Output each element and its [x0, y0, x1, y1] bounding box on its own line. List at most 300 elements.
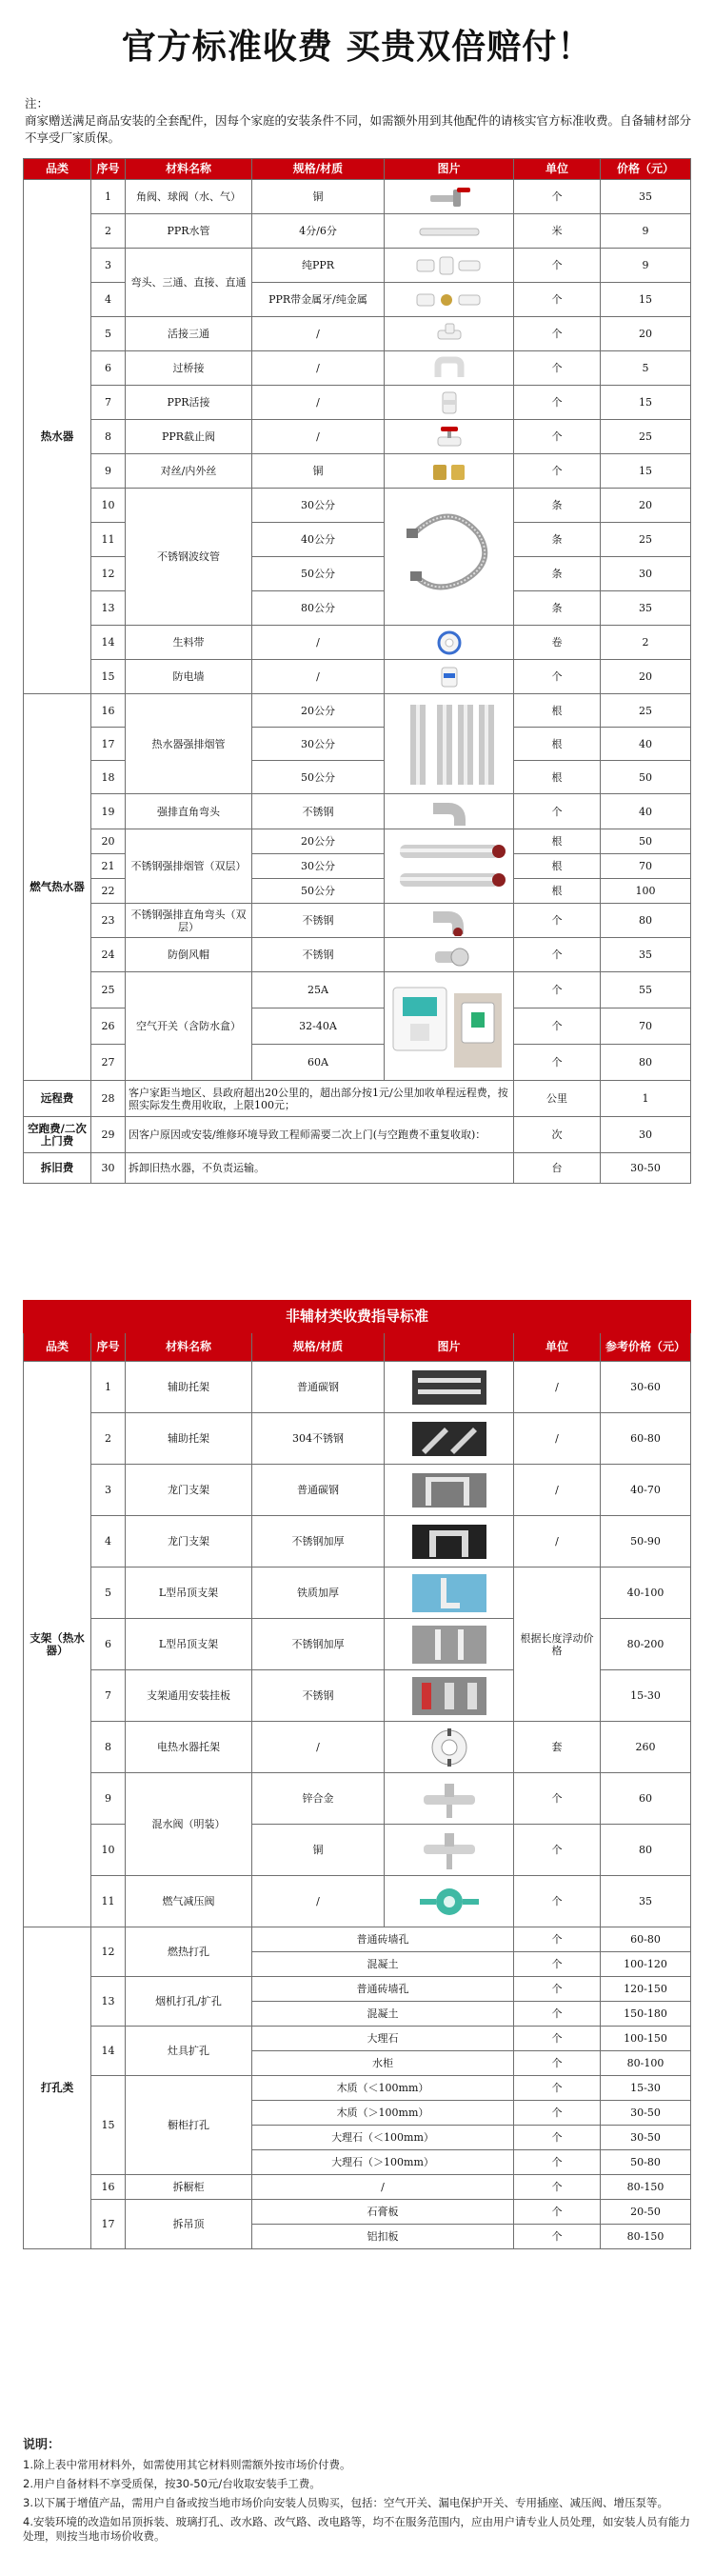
row-no: 25 — [91, 972, 126, 1008]
hose-name: 不锈钢波纹管 — [126, 489, 252, 626]
row-unit: / — [514, 1465, 601, 1516]
row-unit: 个 — [514, 2101, 601, 2126]
table-row — [24, 1008, 691, 1045]
row-no: 28 — [91, 1081, 126, 1117]
row-no: 10 — [91, 489, 126, 523]
row-no: 8 — [91, 1722, 126, 1773]
row-spec: 石膏板 — [252, 2200, 514, 2225]
row-no: 7 — [91, 1670, 126, 1722]
row-no: 4 — [91, 1516, 126, 1568]
row-spec: 50公分 — [252, 557, 385, 591]
row-no: 3 — [91, 1465, 126, 1516]
row-price: 2 — [601, 626, 691, 660]
section-title: 非辅材类收费指导标准 — [24, 1301, 691, 1333]
section-title-row — [24, 1301, 691, 1333]
row-name: PPR截止阀 — [126, 420, 252, 454]
row-unit: / — [514, 1362, 601, 1413]
row-spec: / — [252, 660, 385, 694]
table-row — [24, 761, 691, 794]
row-unit: 个 — [514, 1825, 601, 1876]
table-header-row — [24, 159, 691, 180]
note-item: 4.安装环境的改造如吊顶拆装、玻璃打孔、改水路、改气路、改电路等，均不在服务范围内，应由用户请专业人员处理，如安装人员有能力处理，则按当地市场价收费。 — [23, 2515, 690, 2543]
flue-pipe-image — [385, 694, 514, 794]
row-no: 11 — [91, 523, 126, 557]
row-unit: 个 — [514, 904, 601, 938]
table-row — [24, 1413, 691, 1465]
row-spec: / — [252, 2175, 514, 2200]
table-row — [24, 420, 691, 454]
row-spec: 80公分 — [252, 591, 385, 626]
row-price: 9 — [601, 249, 691, 283]
row-price: 30 — [601, 557, 691, 591]
row-price: 20 — [601, 660, 691, 694]
row-unit: / — [514, 1413, 601, 1465]
row-unit: 根 — [514, 694, 601, 728]
table-row — [24, 214, 691, 249]
category-bracket: 支架（热水器） — [24, 1362, 91, 1927]
row-unit: 个 — [514, 2002, 601, 2027]
double-flue-image — [385, 829, 514, 904]
table-row — [24, 2200, 691, 2225]
row-spec: 30公分 — [252, 854, 385, 879]
table-row — [24, 1153, 691, 1184]
row-unit: 米 — [514, 214, 601, 249]
row-price: 50 — [601, 761, 691, 794]
row-no: 8 — [91, 420, 126, 454]
row-unit: 个 — [514, 249, 601, 283]
table-row — [24, 1362, 691, 1413]
fittings-name: 弯头、三通、直接、直通 — [126, 249, 252, 317]
row-unit: 个 — [514, 794, 601, 829]
row-name: 对丝/内外丝 — [126, 454, 252, 489]
row-price: 5 — [601, 351, 691, 386]
table-row — [24, 904, 691, 938]
row-unit: 条 — [514, 489, 601, 523]
row-spec: PPR带金属牙/纯金属 — [252, 283, 385, 317]
row-price: 80-150 — [601, 2225, 691, 2249]
header-unit: 单位 — [514, 1333, 601, 1362]
row-spec: 20公分 — [252, 694, 385, 728]
row-price: 50-90 — [601, 1516, 691, 1568]
row-unit: 条 — [514, 591, 601, 626]
table-row — [24, 557, 691, 591]
row-no: 1 — [91, 180, 126, 214]
header-price: 参考价格（元） — [601, 1333, 691, 1362]
notes-title: 说明： — [23, 2438, 61, 2452]
row-no: 4 — [91, 283, 126, 317]
row-price: 70 — [601, 1008, 691, 1045]
table-row — [24, 626, 691, 660]
row-name: 燃气减压阀 — [126, 1876, 252, 1927]
header-spec: 规格/材质 — [252, 1333, 385, 1362]
row-unit: 根 — [514, 854, 601, 879]
air-switch-image — [385, 972, 514, 1081]
row-price: 80 — [601, 1825, 691, 1876]
row-price: 15-30 — [601, 2076, 691, 2101]
row-unit: 个 — [514, 1952, 601, 1977]
row-name: 烟机打孔/扩孔 — [126, 1977, 252, 2027]
row-spec: 铜 — [252, 454, 385, 489]
row-no: 17 — [91, 728, 126, 761]
row-spec: 不锈钢 — [252, 1670, 385, 1722]
header-no: 序号 — [91, 159, 126, 180]
row-spec: 铝扣板 — [252, 2225, 514, 2249]
row-price: 35 — [601, 938, 691, 972]
row-no: 3 — [91, 249, 126, 283]
mixing-valve-name: 混水阀（明装） — [126, 1773, 252, 1876]
table-row — [24, 829, 691, 854]
table-row — [24, 523, 691, 557]
row-no: 16 — [91, 694, 126, 728]
row-price: 25 — [601, 523, 691, 557]
row-spec: 50公分 — [252, 761, 385, 794]
row-spec: 混凝土 — [252, 2002, 514, 2027]
row-unit: 个 — [514, 660, 601, 694]
angle-valve-image — [385, 180, 514, 214]
row-price: 30-60 — [601, 1362, 691, 1413]
table-row — [24, 660, 691, 694]
row-name: PPR活接 — [126, 386, 252, 420]
row-no: 21 — [91, 854, 126, 879]
ptfe-tape-image — [385, 626, 514, 660]
row-name: 拆橱柜 — [126, 2175, 252, 2200]
row-unit: 个 — [514, 1008, 601, 1045]
row-spec: 木质（＞100mm） — [252, 2101, 514, 2126]
brass-nipple-image — [385, 454, 514, 489]
row-price: 80-200 — [601, 1619, 691, 1670]
row-spec: 20公分 — [252, 829, 385, 854]
row-spec: 不锈钢加厚 — [252, 1619, 385, 1670]
row-spec: 30公分 — [252, 728, 385, 761]
row-spec: 不锈钢 — [252, 904, 385, 938]
intro-note — [25, 95, 691, 156]
header-category: 品类 — [24, 1333, 91, 1362]
row-no: 6 — [91, 351, 126, 386]
category-heater: 热水器 — [24, 180, 91, 694]
header-no: 序号 — [91, 1333, 126, 1362]
non-auxiliary-fee-table — [23, 1300, 691, 2249]
category-remote: 远程费 — [24, 1081, 91, 1117]
header-price: 价格（元） — [601, 159, 691, 180]
header-material: 材料名称 — [126, 1333, 252, 1362]
row-spec: 大理石 — [252, 2027, 514, 2051]
category-drilling: 打孔类 — [24, 1927, 91, 2249]
mixing-valve-zinc-image — [385, 1773, 514, 1825]
row-spec: 不锈钢 — [252, 794, 385, 829]
row-price: 80 — [601, 1045, 691, 1081]
row-unit: 根 — [514, 728, 601, 761]
row-price: 80 — [601, 904, 691, 938]
row-name: 强排直角弯头 — [126, 794, 252, 829]
row-name: 支架通用安装挂板 — [126, 1670, 252, 1722]
header-category: 品类 — [24, 159, 91, 180]
row-unit: 个 — [514, 1876, 601, 1927]
table-row — [24, 794, 691, 829]
row-unit: 个 — [514, 1045, 601, 1081]
category-gas-heater: 燃气热水器 — [24, 694, 91, 1081]
row-price: 30-50 — [601, 1153, 691, 1184]
row-unit: 条 — [514, 557, 601, 591]
row-spec: 铜 — [252, 180, 385, 214]
row-price: 1 — [601, 1081, 691, 1117]
row-no: 23 — [91, 904, 126, 938]
table-row — [24, 728, 691, 761]
row-price: 50 — [601, 829, 691, 854]
row-no: 2 — [91, 214, 126, 249]
notes-section — [23, 2438, 693, 2571]
pressure-reducer-image — [385, 1876, 514, 1927]
table-row — [24, 591, 691, 626]
row-spec: 水柜 — [252, 2051, 514, 2076]
row-unit: 条 — [514, 523, 601, 557]
row-name: 辅助托架 — [126, 1362, 252, 1413]
row-no: 20 — [91, 829, 126, 854]
row-price: 50-80 — [601, 2150, 691, 2175]
row-unit: 个 — [514, 454, 601, 489]
table-row — [24, 938, 691, 972]
row-price: 20 — [601, 317, 691, 351]
row-no: 14 — [91, 2027, 126, 2076]
row-name: L型吊顶支架 — [126, 1619, 252, 1670]
row-name: 防电墙 — [126, 660, 252, 694]
row-unit: 个 — [514, 386, 601, 420]
row-name: 燃热打孔 — [126, 1927, 252, 1977]
row-unit: 个 — [514, 2225, 601, 2249]
stainless-bracket-image — [385, 1413, 514, 1465]
row-spec: 大理石（＜100mm） — [252, 2126, 514, 2150]
row-name: 电热水器托架 — [126, 1722, 252, 1773]
header-image: 图片 — [385, 1333, 514, 1362]
ppr-fittings-image — [385, 249, 514, 283]
row-price: 15 — [601, 386, 691, 420]
row-no: 6 — [91, 1619, 126, 1670]
row-price: 40-70 — [601, 1465, 691, 1516]
row-price: 15 — [601, 454, 691, 489]
row-price: 70 — [601, 854, 691, 879]
row-spec: 不锈钢加厚 — [252, 1516, 385, 1568]
row-price: 40-100 — [601, 1568, 691, 1619]
row-spec: / — [252, 317, 385, 351]
row-price: 20-50 — [601, 2200, 691, 2225]
gantry-bracket-image — [385, 1465, 514, 1516]
row-name: 活接三通 — [126, 317, 252, 351]
row-unit: 个 — [514, 1977, 601, 2002]
row-no: 2 — [91, 1413, 126, 1465]
row-unit: 个 — [514, 283, 601, 317]
row-spec: 普通砖墙孔 — [252, 1927, 514, 1952]
row-price: 35 — [601, 1876, 691, 1927]
table-row — [24, 489, 691, 523]
row-name: 因客户原因或安装/维修环境导致工程师需要二次上门(与空跑费不重复收取)： — [126, 1117, 514, 1153]
row-name: 辅助托架 — [126, 1413, 252, 1465]
row-unit: 个 — [514, 180, 601, 214]
table-row — [24, 1876, 691, 1927]
row-name: 不锈钢强排直角弯头（双层） — [126, 904, 252, 938]
standard-fee-table — [23, 158, 691, 1184]
note-item: 2.用户自备材料不享受质保，按30-50元/台收取安装手工费。 — [23, 2477, 321, 2490]
row-no: 24 — [91, 938, 126, 972]
support-bracket-image — [385, 1362, 514, 1413]
wind-cap-image — [385, 938, 514, 972]
row-no: 5 — [91, 1568, 126, 1619]
row-price: 100-150 — [601, 2027, 691, 2051]
row-price: 15-30 — [601, 1670, 691, 1722]
row-price: 30-50 — [601, 2101, 691, 2126]
air-switch-name: 空气开关（含防水盒） — [126, 972, 252, 1081]
gantry-bracket-thick-image — [385, 1516, 514, 1568]
page-title: 官方标准收费 买贵双倍赔付！ — [121, 28, 593, 67]
row-no: 18 — [91, 761, 126, 794]
row-no: 17 — [91, 2200, 126, 2249]
row-spec: 30公分 — [252, 489, 385, 523]
table-row — [24, 249, 691, 283]
row-no: 12 — [91, 557, 126, 591]
row-no: 12 — [91, 1927, 126, 1977]
bridge-bend-image — [385, 351, 514, 386]
row-no: 13 — [91, 591, 126, 626]
header-unit: 单位 — [514, 159, 601, 180]
table-header-row — [24, 1333, 691, 1362]
row-name: 过桥接 — [126, 351, 252, 386]
ppr-stop-valve-image — [385, 420, 514, 454]
row-unit: 个 — [514, 972, 601, 1008]
row-price: 35 — [601, 591, 691, 626]
row-price: 80-150 — [601, 2175, 691, 2200]
row-spec: 锌合金 — [252, 1773, 385, 1825]
row-no: 27 — [91, 1045, 126, 1081]
row-price: 9 — [601, 214, 691, 249]
note-item: 3.以下属于增值产品，需用户自备或按当地市场价向安装人员购买，包括：空气开关、漏电保护开关、专用插座、减压阀、增压泵等。 — [23, 2496, 668, 2509]
elbow-image — [385, 794, 514, 829]
row-spec: 普通碳钢 — [252, 1362, 385, 1413]
row-unit: 根 — [514, 761, 601, 794]
table-row — [24, 2175, 691, 2200]
table-row — [24, 972, 691, 1008]
table-row — [24, 2027, 691, 2051]
table-row — [24, 1977, 691, 2002]
row-unit: 个 — [514, 351, 601, 386]
row-price: 60-80 — [601, 1413, 691, 1465]
row-price: 15 — [601, 283, 691, 317]
row-name: PPR水管 — [126, 214, 252, 249]
row-unit: 个 — [514, 2175, 601, 2200]
row-price: 80-100 — [601, 2051, 691, 2076]
table-row — [24, 1516, 691, 1568]
double-elbow-image — [385, 904, 514, 938]
row-spec: / — [252, 420, 385, 454]
length-price-note: 根据长度浮动价格 — [514, 1568, 601, 1722]
row-unit: 个 — [514, 2126, 601, 2150]
row-spec: 普通碳钢 — [252, 1465, 385, 1516]
row-spec: 混凝土 — [252, 1952, 514, 1977]
table-row — [24, 1773, 691, 1825]
row-price: 60-80 — [601, 1927, 691, 1952]
table-row — [24, 283, 691, 317]
row-no: 11 — [91, 1876, 126, 1927]
category-removal: 拆旧费 — [24, 1153, 91, 1184]
row-no: 13 — [91, 1977, 126, 2027]
table-row — [24, 1927, 691, 1952]
header-material: 材料名称 — [126, 159, 252, 180]
braided-hose-image — [385, 489, 514, 626]
row-price: 30 — [601, 1117, 691, 1153]
table-row — [24, 454, 691, 489]
electric-heater-bracket-image — [385, 1722, 514, 1773]
row-no: 7 — [91, 386, 126, 420]
row-name: 角阀、球阀（水、气） — [126, 180, 252, 214]
row-no: 29 — [91, 1117, 126, 1153]
row-price: 100 — [601, 879, 691, 904]
row-no: 10 — [91, 1825, 126, 1876]
row-no: 22 — [91, 879, 126, 904]
anti-shock-wall-image — [385, 660, 514, 694]
note-item: 1.除上表中常用材料外，如需使用其它材料则需额外按市场价付费。 — [23, 2458, 351, 2471]
row-no: 16 — [91, 2175, 126, 2200]
row-spec: / — [252, 626, 385, 660]
row-unit: 卷 — [514, 626, 601, 660]
row-no: 15 — [91, 660, 126, 694]
row-unit: 根 — [514, 829, 601, 854]
table-row — [24, 386, 691, 420]
row-name: 客户家距当地区、县政府超出20公里的，超出部分按1元/公里加收单程远程费，按照实际发生费用收取，上限100元； — [126, 1081, 514, 1117]
header-spec: 规格/材质 — [252, 159, 385, 180]
row-unit: 个 — [514, 420, 601, 454]
row-spec: 304不锈钢 — [252, 1413, 385, 1465]
table-row — [24, 879, 691, 904]
row-price: 25 — [601, 694, 691, 728]
table-row — [24, 317, 691, 351]
row-unit: 次 — [514, 1117, 601, 1153]
row-name: 龙门支架 — [126, 1465, 252, 1516]
row-spec: 40公分 — [252, 523, 385, 557]
row-spec: 普通砖墙孔 — [252, 1977, 514, 2002]
double-flue-name: 不锈钢强排烟管（双层） — [126, 829, 252, 904]
row-unit: 台 — [514, 1153, 601, 1184]
row-name: L型吊顶支架 — [126, 1568, 252, 1619]
table-row — [24, 1045, 691, 1081]
row-spec: 铁质加厚 — [252, 1568, 385, 1619]
table-row — [24, 1568, 691, 1619]
row-spec: / — [252, 1876, 385, 1927]
row-no: 30 — [91, 1153, 126, 1184]
row-name: 龙门支架 — [126, 1516, 252, 1568]
row-unit: 公里 — [514, 1081, 601, 1117]
l-ceiling-bracket-steel-image — [385, 1619, 514, 1670]
row-spec: 25A — [252, 972, 385, 1008]
table-row — [24, 2076, 691, 2101]
row-unit: 根 — [514, 879, 601, 904]
row-price: 25 — [601, 420, 691, 454]
category-revisit: 空跑费/二次上门费 — [24, 1117, 91, 1153]
row-name: 拆卸旧热水器，不负责运输。 — [126, 1153, 514, 1184]
row-unit: 个 — [514, 2051, 601, 2076]
ppr-union-image — [385, 386, 514, 420]
row-spec: / — [252, 351, 385, 386]
row-price: 40 — [601, 794, 691, 829]
row-no: 26 — [91, 1008, 126, 1045]
row-price: 260 — [601, 1722, 691, 1773]
row-unit: 个 — [514, 317, 601, 351]
row-spec: 木质（＜100mm） — [252, 2076, 514, 2101]
row-unit: 套 — [514, 1722, 601, 1773]
row-no: 14 — [91, 626, 126, 660]
row-unit: / — [514, 1516, 601, 1568]
row-spec: / — [252, 1722, 385, 1773]
row-price: 30-50 — [601, 2126, 691, 2150]
row-unit: 个 — [514, 1927, 601, 1952]
row-no: 15 — [91, 2076, 126, 2175]
row-name: 灶具扩孔 — [126, 2027, 252, 2076]
